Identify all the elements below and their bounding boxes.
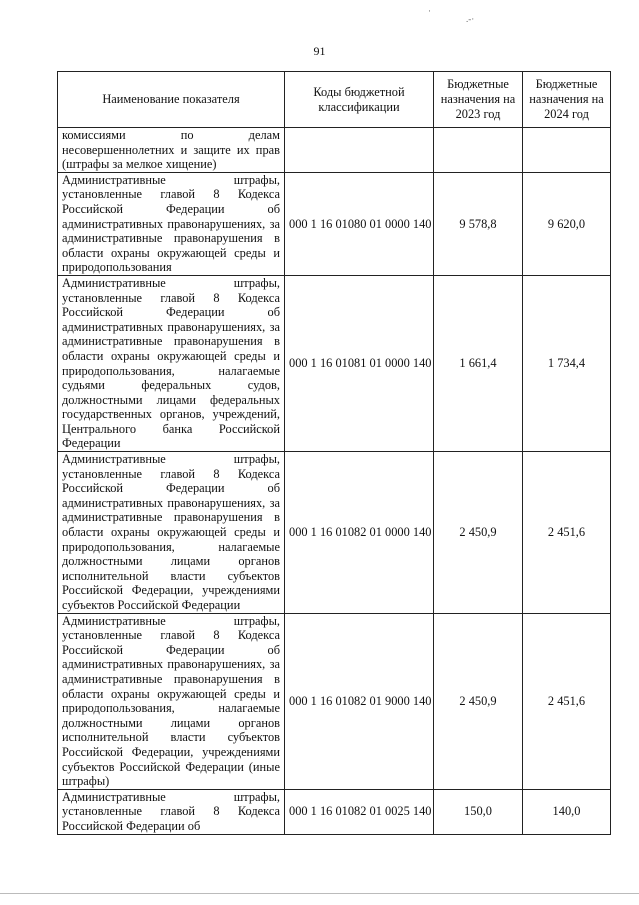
header-budget-codes: Коды бюджетной классификации [285,72,434,128]
indicator-name-cell: Административные штрафы, установленные главой 8 Кодекса Российской Федерации об [58,789,285,834]
scan-mark: · [428,6,431,16]
table-row [58,128,611,173]
indicator-name-cell: Административные штрафы, установленные главой 8 Кодекса Российской Федерации об административных правонарушениях, за административные правонарушения в области охраны окружающей среды и природопользования [58,172,285,275]
budget-table [57,71,611,835]
page-number: 91 [313,44,326,58]
indicator-name-cell: Административные штрафы, установленные главой 8 Кодекса Российской Федерации об административных правонарушениях, за административные правонарушения в области охраны окружающей среды и природопользования, налагаемые должностными лицами органов исполнительной власти субъектов Российской Федерации, учреждениями субъектов Российской Федерации (иные штрафы) [58,613,285,789]
table-header-row [58,72,611,128]
budget-code-cell: 000 1 16 01080 01 0000 140 [285,172,434,275]
budget-code-cell: 000 1 16 01082 01 0025 140 [285,789,434,834]
header-indicator-name: Наименование показателя [58,72,285,128]
value-2024-cell: 2 451,6 [523,452,611,614]
table-row [58,613,611,789]
indicator-name-cell: Административные штрафы, установленные главой 8 Кодекса Российской Федерации об административных правонарушениях, за административные правонарушения в области охраны окружающей среды и природопользования, налагаемые должностными лицами органов исполнительной власти субъектов Российской Федерации, учреждениями субъектов Российской Федерации [58,452,285,614]
table-row [58,452,611,614]
table-row [58,789,611,834]
budget-code-cell [285,128,434,173]
budget-code-cell: 000 1 16 01081 01 0000 140 [285,275,434,451]
value-2023-cell: 150,0 [434,789,523,834]
value-2024-cell: 2 451,6 [523,613,611,789]
scan-mark: .-· [466,14,475,24]
budget-code-cell: 000 1 16 01082 01 0000 140 [285,452,434,614]
value-2024-cell [523,128,611,173]
table-row [58,172,611,275]
table-row [58,275,611,451]
value-2023-cell: 9 578,8 [434,172,523,275]
indicator-name-cell: комиссиями по делам несовершеннолетних и защите их прав (штрафы за мелкое хищение) [58,128,285,173]
value-2023-cell: 1 661,4 [434,275,523,451]
header-assignments-2024: Бюджетные назначения на 2024 год [523,72,611,128]
value-2024-cell: 140,0 [523,789,611,834]
value-2024-cell: 1 734,4 [523,275,611,451]
header-assignments-2023: Бюджетные назначения на 2023 год [434,72,523,128]
value-2023-cell: 2 450,9 [434,613,523,789]
value-2023-cell [434,128,523,173]
indicator-name-cell: Административные штрафы, установленные главой 8 Кодекса Российской Федерации об административных правонарушениях, за административные правонарушения в области охраны окружающей среды и природопользования, налагаемые судьями федеральных судов, должностными лицами федеральных государственных органов, учреждений, Центрального банка Российской Федерации [58,275,285,451]
value-2024-cell: 9 620,0 [523,172,611,275]
value-2023-cell: 2 450,9 [434,452,523,614]
budget-code-cell: 000 1 16 01082 01 9000 140 [285,613,434,789]
scan-edge-line [0,893,639,894]
